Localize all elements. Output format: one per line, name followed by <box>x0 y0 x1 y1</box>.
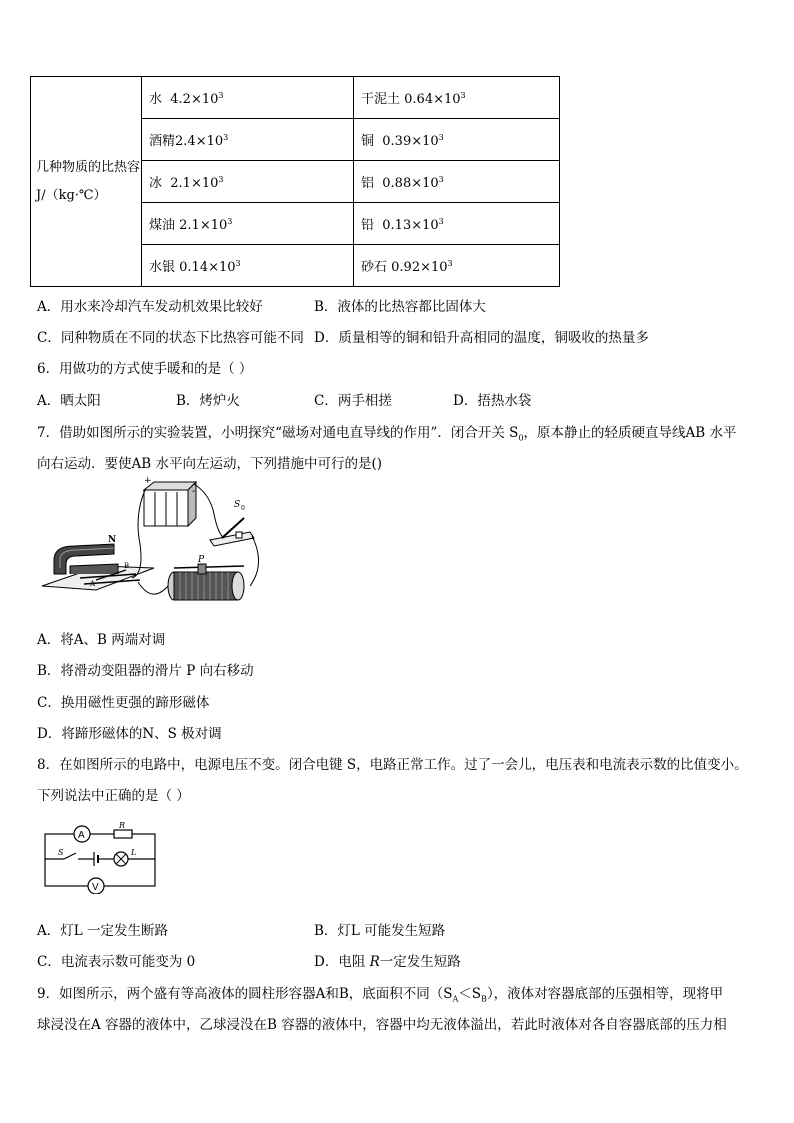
q5-option-b: B．液体的比热容都比固体大 <box>314 299 486 315</box>
q6-option-d: D．捂热水袋 <box>453 393 532 409</box>
table-cell: 砂石 $0.92\times 10^3$ <box>354 245 560 287</box>
voltmeter-label: V <box>92 882 99 893</box>
q7-option-a: A．将A、B 两端对调 <box>37 632 166 648</box>
figure-label-a: A <box>90 580 96 588</box>
figure-label-p: P <box>198 555 205 565</box>
q9-stem-line2: 球浸没在A 容器的液体中，乙球浸没在B 容器的液体中，容器中均无液体溢出，若此时液体对各自容器底部的压力相 <box>37 1017 727 1033</box>
table-header-cell: 几种物质的比热容 J/（kg·℃） <box>31 77 142 287</box>
table-cell: 水 $4.2\times 10^3$ <box>142 77 354 119</box>
q7-option-b: B．将滑动变阻器的滑片 P 向右移动 <box>37 663 254 679</box>
q8-stem-line2: 下列说法中正确的是（ ） <box>37 788 190 804</box>
figure-label-s-sub: 0 <box>241 505 245 512</box>
q8-option-c: C．电流表示数可能变为 0 <box>37 954 196 970</box>
q7-option-d: D．将蹄形磁体的N、S 极对调 <box>37 726 222 742</box>
specific-heat-table <box>30 76 560 287</box>
q6-option-b: B．烤炉火 <box>176 393 240 409</box>
q5-option-a: A．用水来冷却汽车发动机效果比较好 <box>37 299 263 315</box>
q8-stem-line1: 8．在如图所示的电路中，电源电压不变。闭合电键 S，电路正常工作。过了一会儿，电压表和电流表示数的比值变小。 <box>37 757 748 773</box>
q6-option-c: C．两手相搓 <box>314 393 392 409</box>
q8-circuit-diagram <box>40 822 160 894</box>
ammeter-label: A <box>78 830 85 841</box>
figure-label-b: B <box>124 562 130 570</box>
table-cell: 冰 $2.1\times 10^3$ <box>142 161 354 203</box>
q7-option-c: C．换用磁性更强的蹄形磁体 <box>37 695 210 711</box>
table-cell: 铝 $0.88\times 10^3$ <box>354 161 560 203</box>
q7-stem-line1: 7．借助如图所示的实验装置，小明探究“磁场对通电直导线的作用”．闭合开关 $S_0$，原本静止的轻质硬直导线AB 水平 <box>37 425 737 443</box>
q5-option-d: D．质量相等的铜和铅升高相同的温度，铜吸收的热量多 <box>314 330 649 346</box>
q8-option-d: D．电阻 R一定发生短路 <box>314 954 461 970</box>
q7-apparatus-figure <box>40 474 270 619</box>
q9-stem-line1: 9．如图所示，两个盛有等高液体的圆柱形容器A和B，底面积不同$(S_A<S_B)$，液体对容器底部的压强相等，现将甲 <box>37 986 724 1004</box>
q5-option-c: C．同种物质在不同的状态下比热容可能不同 <box>37 330 304 346</box>
switch-label: S <box>58 848 64 857</box>
table-cell: 水银 $0.14\times 10^3$ <box>142 245 354 287</box>
lamp-label: L <box>131 848 137 857</box>
q8-option-a: A．灯L 一定发生断路 <box>37 923 169 939</box>
q6-option-a: A．晒太阳 <box>37 393 101 409</box>
q8-option-b: B．灯L 可能发生短路 <box>314 923 446 939</box>
table-cell: 酒精$2.4\times 10^3$ <box>142 119 354 161</box>
table-cell: 铜 $0.39\times 10^3$ <box>354 119 560 161</box>
figure-label-plus: + <box>144 476 152 486</box>
q7-stem-line2: 向右运动．要使AB 水平向左运动，下列措施中可行的是() <box>37 456 382 472</box>
figure-label-minus: - <box>192 486 196 497</box>
table-cell: 干泥土 $0.64\times 10^3$ <box>354 77 560 119</box>
figure-label-s: S <box>234 500 241 510</box>
resistor-label: R <box>119 822 126 830</box>
q6-stem: 6．用做功的方式使手暖和的是（ ） <box>37 361 253 377</box>
figure-label-n: N <box>108 535 117 545</box>
table-cell: 煤油 $2.1\times 10^3$ <box>142 203 354 245</box>
table-cell: 铅 $0.13\times 10^3$ <box>354 203 560 245</box>
